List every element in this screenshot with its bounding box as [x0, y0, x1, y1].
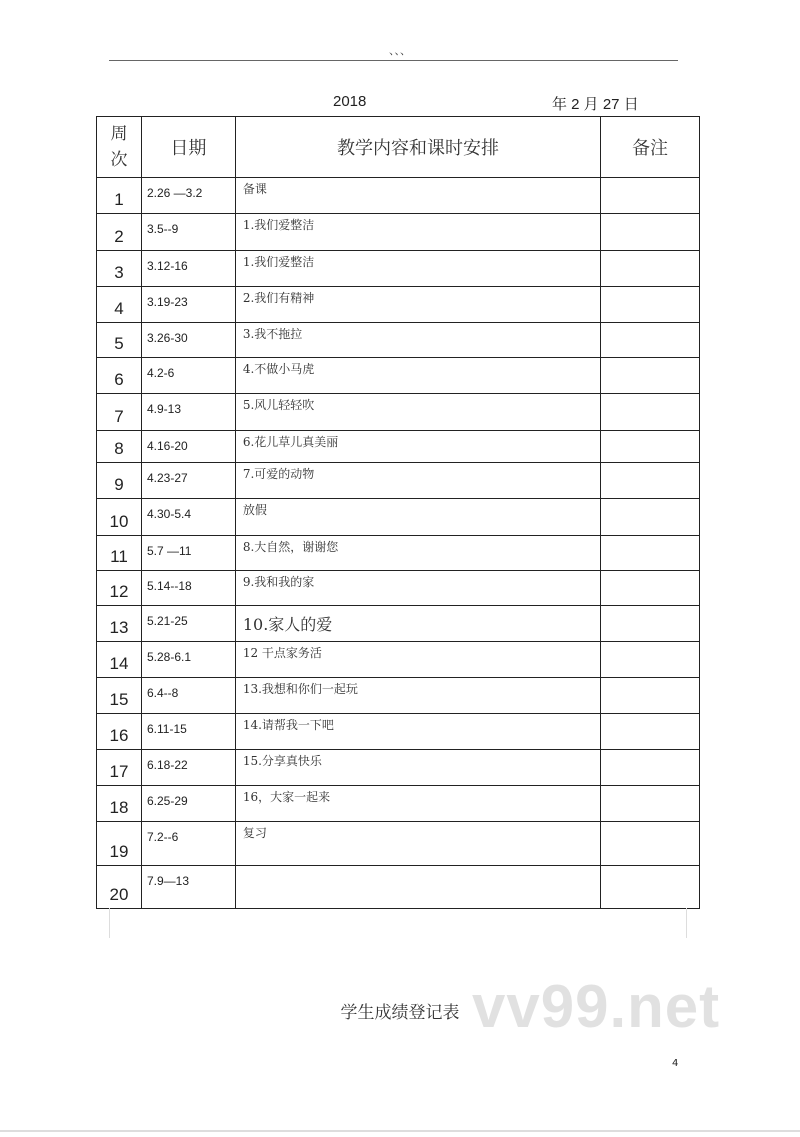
schedule-table — [96, 116, 700, 909]
week-cell: 2 — [97, 214, 142, 251]
week-cell: 11 — [97, 536, 142, 571]
content-cell: 复习 — [235, 822, 600, 866]
content-cell: 5.风儿轻轻吹 — [235, 394, 600, 431]
date-label: 年 2 月 27 日 — [552, 96, 639, 113]
week-cell: 3 — [97, 251, 142, 287]
date-cell: 5.14--18 — [141, 571, 235, 606]
week-cell: 9 — [97, 463, 142, 499]
date-cell: 7.9—13 — [141, 866, 235, 909]
week-cell: 5 — [97, 323, 142, 358]
date-cell: 5.28-6.1 — [141, 642, 235, 678]
page-edge-left — [109, 908, 110, 938]
week-cell: 20 — [97, 866, 142, 909]
table-row — [97, 571, 700, 606]
table-row — [97, 178, 700, 214]
notes-cell — [601, 822, 700, 866]
table-row — [97, 358, 700, 394]
table-row — [97, 214, 700, 251]
table-row — [97, 499, 700, 536]
notes-cell — [601, 214, 700, 251]
table-row — [97, 323, 700, 358]
date-cell: 3.5--9 — [141, 214, 235, 251]
week-cell: 16 — [97, 714, 142, 750]
content-cell: 9.我和我的家 — [235, 571, 600, 606]
table-row — [97, 606, 700, 642]
table-row — [97, 714, 700, 750]
notes-cell — [601, 287, 700, 323]
table-row — [97, 536, 700, 571]
table-row — [97, 463, 700, 499]
week-cell: 10 — [97, 499, 142, 536]
grade-register-title: 学生成绩登记表 — [340, 1003, 460, 1023]
content-cell: 1.我们爱整洁 — [235, 214, 600, 251]
header-content: 教学内容和课时安排 — [235, 117, 600, 178]
content-cell: 15.分享真快乐 — [235, 750, 600, 786]
notes-cell — [601, 786, 700, 822]
table-row — [97, 678, 700, 714]
date-cell: 7.2--6 — [141, 822, 235, 866]
content-cell: 3.我不拖拉 — [235, 323, 600, 358]
content-cell: 14.请帮我一下吧 — [235, 714, 600, 750]
content-cell: 12 干点家务活 — [235, 642, 600, 678]
year-label: 2018 — [333, 93, 367, 110]
page-number: 4 — [672, 1058, 679, 1069]
week-cell: 7 — [97, 394, 142, 431]
notes-cell — [601, 251, 700, 287]
content-cell: 2.我们有精神 — [235, 287, 600, 323]
date-cell: 2.26 —3.2 — [141, 178, 235, 214]
date-cell: 4.23-27 — [141, 463, 235, 499]
notes-cell — [601, 678, 700, 714]
content-cell: 放假 — [235, 499, 600, 536]
notes-cell — [601, 714, 700, 750]
week-cell: 8 — [97, 431, 142, 463]
content-cell: 8.大自然，谢谢您 — [235, 536, 600, 571]
content-cell: 10.家人的爱 — [235, 606, 600, 642]
week-cell: 12 — [97, 571, 142, 606]
notes-cell — [601, 866, 700, 909]
header-rule — [109, 60, 678, 61]
content-cell: 1.我们爱整洁 — [235, 251, 600, 287]
table-row — [97, 431, 700, 463]
table-row — [97, 287, 700, 323]
table-row — [97, 394, 700, 431]
notes-cell — [601, 431, 700, 463]
watermark: vv99.net — [472, 973, 721, 1040]
week-cell: 13 — [97, 606, 142, 642]
table-row — [97, 786, 700, 822]
content-cell: 7.可爱的动物 — [235, 463, 600, 499]
date-cell: 3.12-16 — [141, 251, 235, 287]
table-row — [97, 642, 700, 678]
table-header-row — [97, 117, 700, 178]
date-cell: 6.4--8 — [141, 678, 235, 714]
notes-cell — [601, 394, 700, 431]
table-row — [97, 251, 700, 287]
date-cell: 5.21-25 — [141, 606, 235, 642]
notes-cell — [601, 750, 700, 786]
notes-cell — [601, 571, 700, 606]
week-cell: 15 — [97, 678, 142, 714]
header-date: 日期 — [141, 117, 235, 178]
header-week: 周次 — [97, 117, 142, 178]
date-cell: 4.2-6 — [141, 358, 235, 394]
date-cell: 6.11-15 — [141, 714, 235, 750]
notes-cell — [601, 463, 700, 499]
week-cell: 1 — [97, 178, 142, 214]
date-cell: 3.26-30 — [141, 323, 235, 358]
table-row — [97, 750, 700, 786]
date-cell: 3.19-23 — [141, 287, 235, 323]
content-cell: 6.花儿草儿真美丽 — [235, 431, 600, 463]
date-cell: 5.7 —11 — [141, 536, 235, 571]
table-row — [97, 866, 700, 909]
week-cell: 14 — [97, 642, 142, 678]
week-cell: 19 — [97, 822, 142, 866]
date-cell: 4.30-5.4 — [141, 499, 235, 536]
notes-cell — [601, 642, 700, 678]
content-cell: 13.我想和你们一起玩 — [235, 678, 600, 714]
page-edge-right — [686, 908, 687, 938]
content-cell: 16，大家一起来 — [235, 786, 600, 822]
week-cell: 18 — [97, 786, 142, 822]
notes-cell — [601, 606, 700, 642]
date-cell: 4.16-20 — [141, 431, 235, 463]
week-cell: 6 — [97, 358, 142, 394]
notes-cell — [601, 323, 700, 358]
content-cell: 4.不做小马虎 — [235, 358, 600, 394]
table-row — [97, 822, 700, 866]
header-mark: 、、、 — [389, 44, 411, 57]
notes-cell — [601, 358, 700, 394]
notes-cell — [601, 536, 700, 571]
content-cell — [235, 866, 600, 909]
date-cell: 6.18-22 — [141, 750, 235, 786]
page-bottom-edge — [0, 1130, 800, 1132]
content-cell: 备课 — [235, 178, 600, 214]
notes-cell — [601, 178, 700, 214]
header-notes: 备注 — [601, 117, 700, 178]
notes-cell — [601, 499, 700, 536]
date-cell: 4.9-13 — [141, 394, 235, 431]
week-cell: 17 — [97, 750, 142, 786]
date-cell: 6.25-29 — [141, 786, 235, 822]
week-cell: 4 — [97, 287, 142, 323]
